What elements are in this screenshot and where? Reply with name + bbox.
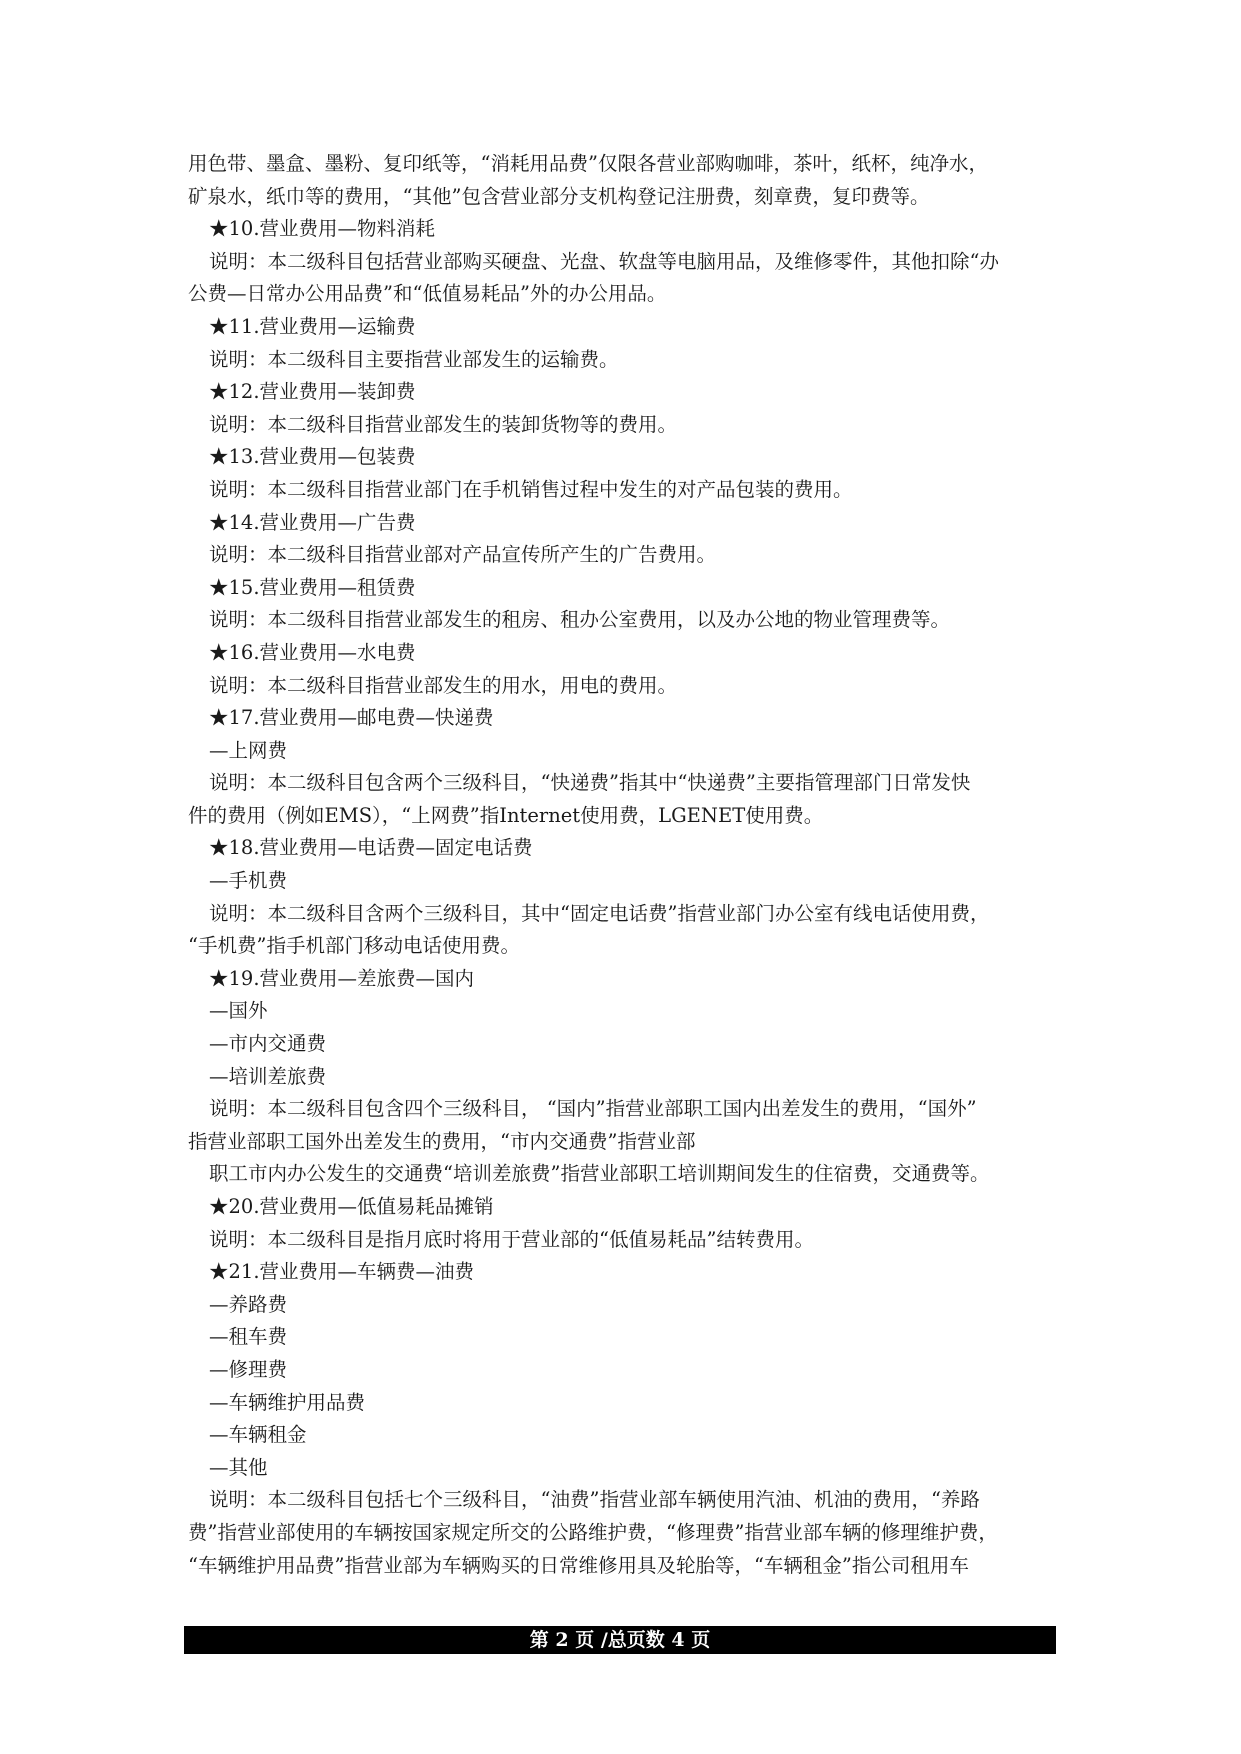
text-line: 说明：本二级科目包括七个三级科目，“油费”指营业部车辆使用汽油、机油的费用，“养路 [209,1488,980,1512]
text-line: —车辆维护用品费 [209,1390,366,1414]
text-line: —租车费 [209,1325,288,1349]
text-line: ★20.营业费用—低值易耗品摊销 [209,1195,494,1218]
text-line: —培训差旅费 [209,1064,327,1088]
text-line: ★12.营业费用—装卸费 [209,380,416,404]
text-line: —市内交通费 [209,1032,327,1056]
text-line: —手机费 [209,869,288,893]
text-line: ★14.营业费用—广告费 [209,510,416,534]
text-line: ★19.营业费用—差旅费—国内 [209,966,475,990]
text-line: 说明：本二级科目含两个三级科目，其中“固定电话费”指营业部门办公室有线电话使用费， [209,901,990,925]
text-line: 指营业部职工国外出差发生的费用，“市内交通费”指营业部 [188,1129,696,1153]
text-line: —修理费 [209,1357,288,1381]
text-line: 用色带、墨盒、墨粉、复印纸等，“消耗用品费”仅限各营业部购咖啡，茶叶，纸杯，纯净水， [188,152,988,175]
text-line: ★11.营业费用—运输费 [209,314,416,338]
text-line: 职工市内办公发生的交通费“培训差旅费”指营业部职工培训期间发生的住宿费，交通费等。 [209,1162,990,1186]
document-body [188,148,1066,1582]
text-line: —养路费 [209,1292,288,1316]
text-line: ★10.营业费用—物料消耗 [209,217,436,241]
text-line: —上网费 [209,738,288,762]
text-line: 说明：本二级科目指营业部对产品宣传所产生的广告费用。 [209,543,717,567]
text-line: 公费—日常办公用品费”和“低值易耗品”外的办公用品。 [188,282,667,306]
pagination-text: 第 2 页 /总页数 4 页 [529,1629,711,1651]
text-line: 件的费用（例如EMS），“上网费”指Internet使用费，LGENET使用费。 [188,803,824,827]
text-line: —车辆租金 [209,1423,307,1447]
text-line: ★15.营业费用—租赁费 [209,575,416,599]
text-line: 说明：本二级科目指营业部发生的用水，用电的费用。 [209,673,678,697]
page-footer [184,1626,1056,1654]
text-line: —其他 [209,1455,268,1479]
text-line: 说明：本二级科目包括营业部购买硬盘、光盘、软盘等电脑用品，及维修零件，其他扣除“办 [209,249,999,273]
text-line: “车辆维护用品费”指营业部为车辆购买的日常维修用具及轮胎等，“车辆租金”指公司租用车 [188,1553,969,1577]
text-line: 说明：本二级科目是指月底时将用于营业部的“低值易耗品”结转费用。 [209,1227,814,1251]
text-line: ★16.营业费用—水电费 [209,640,416,664]
text-line: “手机费”指手机部门移动电话使用费。 [188,934,520,958]
text-line: 费”指营业部使用的车辆按国家规定所交的公路维护费，“修理费”指营业部车辆的修理维护费， [188,1520,998,1544]
text-line: ★18.营业费用—电话费—固定电话费 [209,836,533,860]
text-line: 说明：本二级科目指营业部发生的装卸货物等的费用。 [209,412,678,436]
text-line: ★17.营业费用—邮电费—快递费 [209,706,494,730]
text-line: 矿泉水，纸巾等的费用，“其他”包含营业部分支机构登记注册费，刻章费，复印费等。 [188,184,930,208]
text-line: ★21.营业费用—车辆费—油费 [209,1260,475,1284]
text-line: 说明：本二级科目主要指营业部发生的运输费。 [209,347,619,371]
text-line: 说明：本二级科目包含四个三级科目， “国内”指营业部职工国内出差发生的费用，“国外” [209,1097,977,1121]
text-line: 说明：本二级科目指营业部门在手机销售过程中发生的对产品包装的费用。 [209,477,853,501]
text-line: 说明：本二级科目指营业部发生的租房、租办公室费用，以及办公地的物业管理费等。 [209,608,951,632]
text-line: 说明：本二级科目包含两个三级科目，“快递费”指其中“快递费”主要指管理部门日常发快 [209,771,971,795]
text-line: ★13.营业费用—包装费 [209,445,416,469]
text-line: —国外 [209,999,268,1023]
